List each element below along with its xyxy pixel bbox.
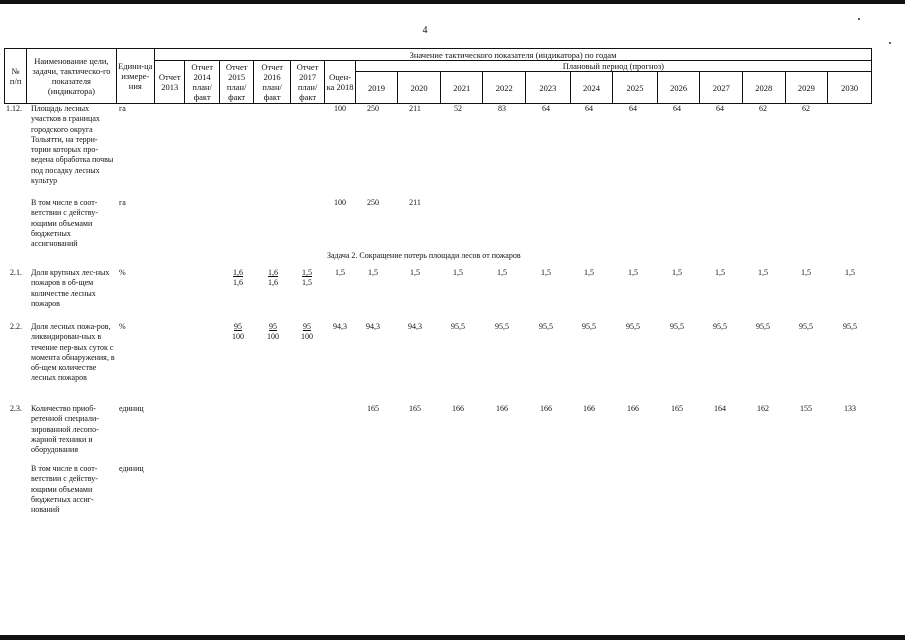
year-value-2020: 165 xyxy=(409,404,421,413)
header-2018: Оцен-ка 2018 xyxy=(325,61,355,104)
estimate-2018: 100 xyxy=(334,198,346,207)
year-value-2029: 155 xyxy=(800,404,812,413)
year-value-2026: 165 xyxy=(671,404,683,413)
header-num: № п/п xyxy=(5,49,27,104)
plan-fact-value xyxy=(262,322,284,343)
year-value-2024: 166 xyxy=(583,404,595,413)
year-value-2019: 250 xyxy=(367,104,379,113)
year-value-2023: 95,5 xyxy=(539,322,553,331)
plan-value: 95 xyxy=(269,322,277,331)
year-value-2029: 1,5 xyxy=(801,268,811,277)
year-value-2021: 166 xyxy=(452,404,464,413)
year-value-2028: 1,5 xyxy=(758,268,768,277)
scan-speck xyxy=(858,18,860,20)
year-value-2020: 1,5 xyxy=(410,268,420,277)
year-value-2019: 94,3 xyxy=(366,322,380,331)
year-value-2027: 95,5 xyxy=(713,322,727,331)
year-value-2027: 164 xyxy=(714,404,726,413)
plan-value: 1,6 xyxy=(268,268,278,277)
header-values-by-year: Значение тактического показателя (индикатора) по годам xyxy=(155,49,872,61)
unit-of-measure: га xyxy=(119,104,126,113)
indicator-name: Доля лесных пожа-ров, ликвидирован-ных в течение пер-вых суток с момента обнаружения, в об-щем количестве лесных пожаров xyxy=(31,322,115,383)
plan-fact-value xyxy=(262,268,284,289)
year-2019: 2019 xyxy=(355,72,398,104)
unit-of-measure: единиц xyxy=(119,404,144,413)
plan-value: 95 xyxy=(234,322,242,331)
year-value-2020: 211 xyxy=(409,104,421,113)
year-value-2026: 64 xyxy=(673,104,681,113)
scan-speck xyxy=(889,42,891,44)
year-value-2024: 64 xyxy=(585,104,593,113)
year-value-2023: 166 xyxy=(540,404,552,413)
header-2014: Отчет 2014 план/ факт xyxy=(185,61,219,104)
row-number: 1.12. xyxy=(6,104,22,113)
indicator-name: В том числе в соот-ветствии с действу-ющими объемами бюджетных ассигнований xyxy=(31,198,98,249)
year-value-2021: 52 xyxy=(454,104,462,113)
header-2017: Отчет 2017 план/ факт xyxy=(290,61,324,104)
year-value-2030: 1,5 xyxy=(845,268,855,277)
year-2027: 2027 xyxy=(700,72,743,104)
year-value-2030: 95,5 xyxy=(843,322,857,331)
plan-value: 95 xyxy=(303,322,311,331)
row-number: 2.3. xyxy=(10,404,22,413)
year-2025: 2025 xyxy=(613,72,658,104)
year-value-2030: 133 xyxy=(844,404,856,413)
year-value-2023: 64 xyxy=(542,104,550,113)
header-planned-period: Плановый период (прогноз) xyxy=(355,61,871,72)
plan-fact-value xyxy=(227,322,249,343)
indicator-table-body xyxy=(0,104,905,634)
year-2029: 2029 xyxy=(785,72,828,104)
row-number: 2.1. xyxy=(10,268,22,277)
page-number: 4 xyxy=(422,25,428,36)
estimate-2018: 1,5 xyxy=(335,268,345,277)
year-2020: 2020 xyxy=(398,72,441,104)
year-value-2020: 211 xyxy=(409,198,421,207)
bottom-border xyxy=(0,635,905,640)
year-value-2028: 95,5 xyxy=(756,322,770,331)
fact-value: 100 xyxy=(267,332,279,342)
header-2016: Отчет 2016 план/ факт xyxy=(254,61,291,104)
year-value-2022: 1,5 xyxy=(497,268,507,277)
indicator-table-header xyxy=(4,48,872,104)
plan-fact-value xyxy=(296,268,318,289)
header-unit: Едини-ца измере-ния xyxy=(116,49,155,104)
year-value-2027: 1,5 xyxy=(715,268,725,277)
year-value-2029: 95,5 xyxy=(799,322,813,331)
year-value-2025: 95,5 xyxy=(626,322,640,331)
year-value-2028: 162 xyxy=(757,404,769,413)
year-value-2022: 95,5 xyxy=(495,322,509,331)
unit-of-measure: единиц xyxy=(119,464,144,473)
fact-value: 100 xyxy=(232,332,244,342)
header-name: Наименование цели, задачи, тактическо-го показателя (индикатора) xyxy=(27,49,116,104)
year-value-2027: 64 xyxy=(716,104,724,113)
fact-value: 1,5 xyxy=(302,278,312,288)
year-2021: 2021 xyxy=(440,72,483,104)
year-value-2024: 1,5 xyxy=(584,268,594,277)
fact-value: 100 xyxy=(301,332,313,342)
unit-of-measure: % xyxy=(119,322,126,331)
plan-fact-value xyxy=(227,268,249,289)
year-value-2025: 166 xyxy=(627,404,639,413)
year-value-2029: 62 xyxy=(802,104,810,113)
year-value-2020: 94,3 xyxy=(408,322,422,331)
year-value-2024: 95,5 xyxy=(582,322,596,331)
top-border xyxy=(0,0,905,4)
year-value-2021: 95,5 xyxy=(451,322,465,331)
fact-value: 1,6 xyxy=(233,278,243,288)
unit-of-measure: га xyxy=(119,198,126,207)
estimate-2018: 94,3 xyxy=(333,322,347,331)
indicator-name: В том числе в соот-ветствии с действу-ющими объемами бюджетных ассиг-нований xyxy=(31,464,98,515)
indicator-name: Количество приоб-ретенной специали-зированной лесопо-жарной техники и оборудования xyxy=(31,404,99,455)
year-value-2025: 1,5 xyxy=(628,268,638,277)
plan-value: 1,5 xyxy=(302,268,312,277)
year-value-2026: 1,5 xyxy=(672,268,682,277)
year-2024: 2024 xyxy=(570,72,613,104)
year-value-2019: 1,5 xyxy=(368,268,378,277)
year-value-2023: 1,5 xyxy=(541,268,551,277)
row-number: 2.2. xyxy=(10,322,22,331)
plan-fact-value xyxy=(296,322,318,343)
fact-value: 1,6 xyxy=(268,278,278,288)
year-value-2022: 166 xyxy=(496,404,508,413)
year-value-2019: 165 xyxy=(367,404,379,413)
year-value-2021: 1,5 xyxy=(453,268,463,277)
estimate-2018: 100 xyxy=(334,104,346,113)
year-value-2025: 64 xyxy=(629,104,637,113)
year-2023: 2023 xyxy=(526,72,571,104)
year-2028: 2028 xyxy=(743,72,786,104)
year-2022: 2022 xyxy=(483,72,526,104)
year-value-2028: 62 xyxy=(759,104,767,113)
year-2026: 2026 xyxy=(657,72,700,104)
header-2013: Отчет 2013 xyxy=(155,61,185,104)
header-2015: Отчет 2015 план/ факт xyxy=(219,61,253,104)
unit-of-measure: % xyxy=(119,268,126,277)
indicator-name: Площадь лесных участков в границах городского округа Тольятти, на терри-тории которых про-ведена обработка почвы под посадку лесных культур xyxy=(31,104,114,186)
year-value-2026: 95,5 xyxy=(670,322,684,331)
year-value-2022: 83 xyxy=(498,104,506,113)
year-2030: 2030 xyxy=(828,72,872,104)
indicator-name: Доля крупных лес-ных пожаров в об-щем количестве лесных пожаров xyxy=(31,268,110,308)
plan-value: 1,6 xyxy=(233,268,243,277)
task-2-title: Задача 2. Сокращение потерь площади лесов от пожаров xyxy=(327,251,521,260)
year-value-2019: 250 xyxy=(367,198,379,207)
